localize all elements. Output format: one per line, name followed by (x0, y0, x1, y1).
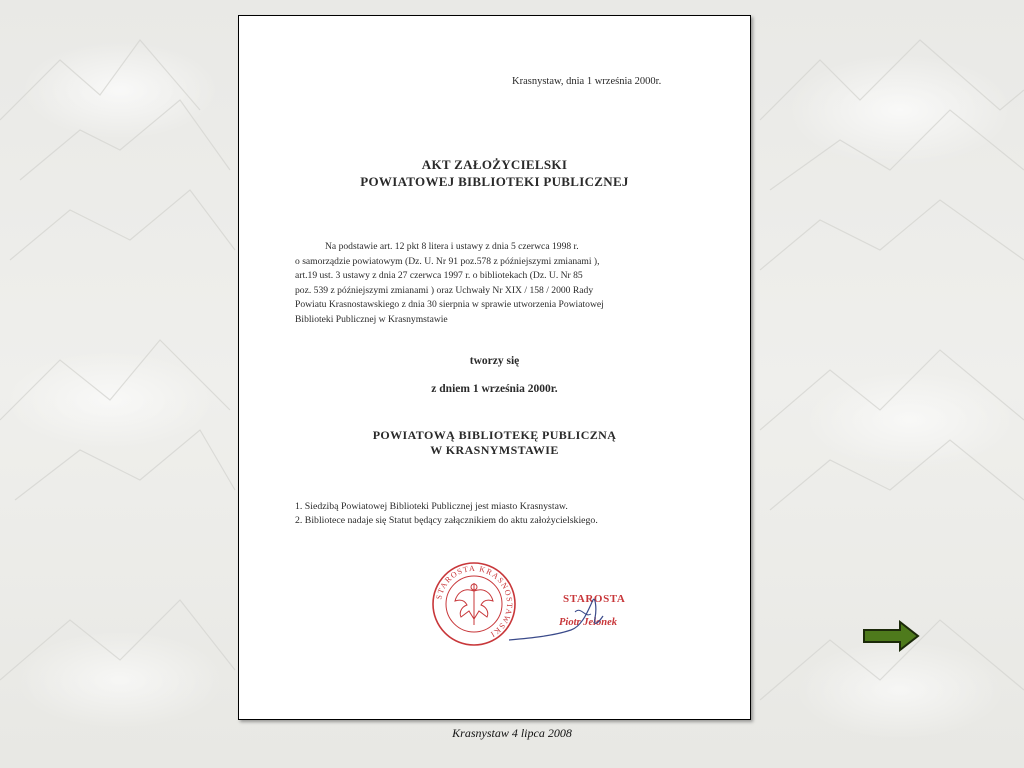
stamp-title: STAROSTA (563, 593, 626, 605)
effective-date-line: z dniem 1 września 2000r. (431, 383, 558, 395)
document-title-line-1: AKT ZAŁOŻYCIELSKI (421, 157, 568, 172)
slide-caption: Krasnystaw 4 lipca 2008 (452, 726, 572, 740)
body-line: Biblioteki Publicznej w Krasnymstawie (295, 313, 448, 325)
body-line: Powiatu Krasnostawskiego z dnia 30 sierpnia w sprawie utworzenia Powiatowej (295, 299, 604, 311)
list-item: 2. Bibliotece nadaje się Statut będący załącznikiem do aktu założycielskiego. (295, 515, 598, 526)
document-title-line-2: POWIATOWEJ BIBLIOTEKI PUBLICZNEJ (360, 174, 629, 189)
library-name-line-1: POWIATOWĄ BIBLIOTEKĘ PUBLICZNĄ (372, 428, 617, 442)
list-item: 1. Siedzibą Powiatowej Biblioteki Publicznej jest miasto Krasnystaw. (295, 501, 568, 512)
library-name-line-2: W KRASNYMSTAWIE (430, 443, 559, 457)
document-page (238, 15, 751, 720)
arrow-right-icon[interactable] (862, 620, 920, 652)
body-line: Na podstawie art. 12 pkt 8 litera i ustawy z dnia 5 czerwca 1998 r. (325, 241, 579, 252)
tworzy-sie-line: tworzy się (469, 355, 520, 367)
seal-text: STAROSTA KRASNOSTAWSKI (434, 563, 515, 640)
signature-stamp-icon (501, 578, 641, 648)
body-line: o samorządzie powiatowym (Dz. U. Nr 91 poz.578 z późniejszymi zmianami ), (295, 255, 600, 267)
document-date: Krasnystaw, dnia 1 września 2000r. (512, 76, 662, 87)
document-body (295, 240, 695, 328)
stamp-name: Piotr Jełonek (559, 617, 618, 628)
body-line: poz. 539 z późniejszymi zmianami ) oraz Uchwały Nr XIX / 158 / 2000 Rady (295, 284, 594, 296)
document-list (295, 500, 598, 528)
body-line: art.19 ust. 3 ustawy z dnia 27 czerwca 1997 r. o bibliotekach (Dz. U. Nr 85 (295, 270, 583, 282)
